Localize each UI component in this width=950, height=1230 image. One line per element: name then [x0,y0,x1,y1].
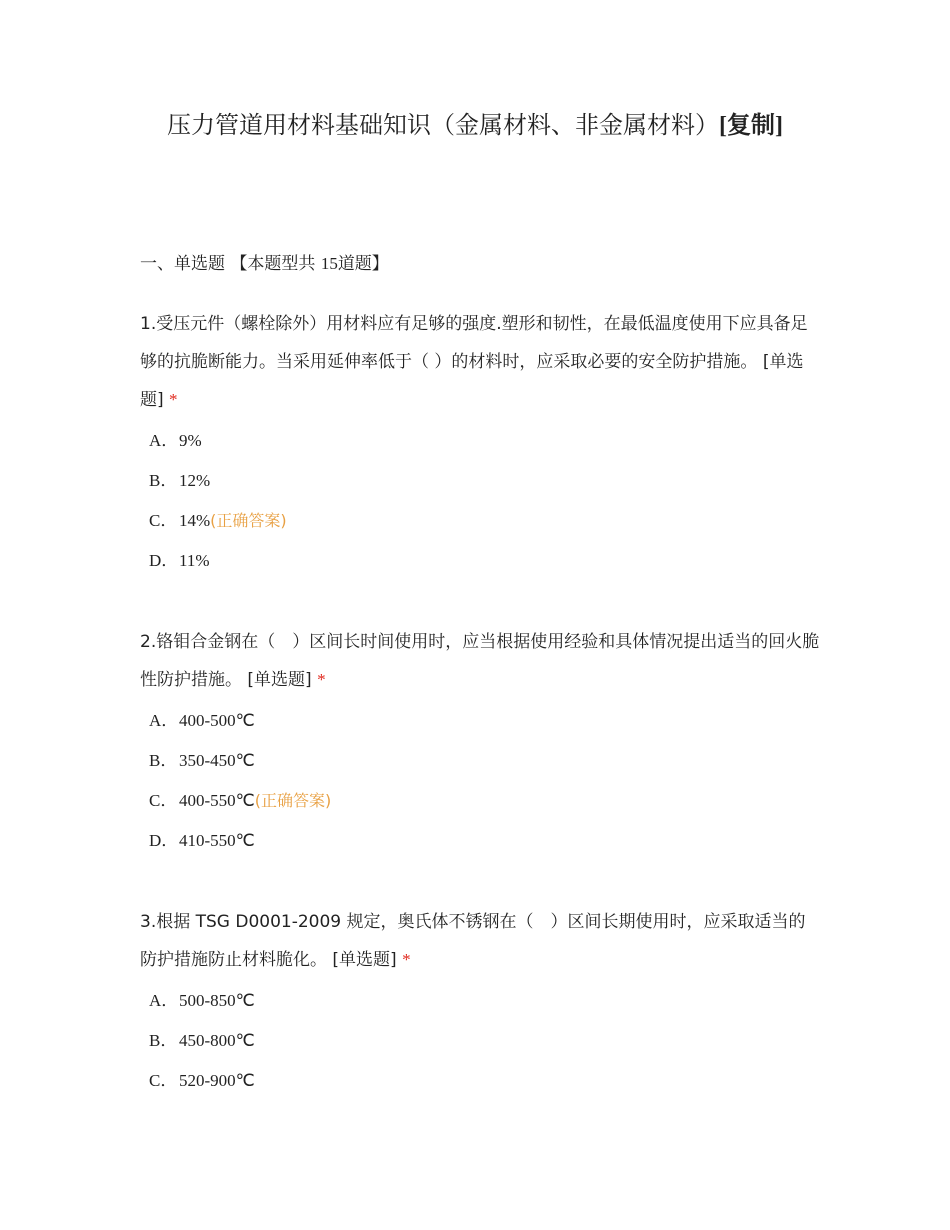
option-list [140,701,820,861]
option-c[interactable] [140,1061,820,1101]
option-a[interactable] [140,701,820,741]
correct-answer-label: (正确答案) [210,511,287,530]
option-letter: B． [149,751,178,770]
question-1 [140,305,820,581]
correct-answer-label: (正确答案) [254,791,332,810]
option-text: 350-450℃ [179,751,255,770]
question-text: 2.铬钼合金钢在（ ）区间长时间使用时，应当根据使用经验和具体情况提出适当的回火脆性防护措施。 [140,632,820,690]
option-text: 14% [179,511,211,530]
option-list [140,981,820,1101]
question-stem [140,305,820,419]
question-text: 3.根据 TSG D0001-2009 规定，奥氏体不锈钢在（ ）区间长期使用时，应采取适当的防护措施防止材料脆化。 [140,912,806,970]
option-d[interactable] [140,541,820,581]
option-text: 450-800℃ [179,1031,255,1050]
option-letter: B． [149,1031,178,1050]
option-letter: C． [149,791,178,810]
question-3 [140,903,820,1101]
option-b[interactable] [140,461,820,501]
question-2 [140,623,820,861]
title-text: 压力管道用材料基础知识（金属材料、非金属材料） [167,113,719,139]
option-text: 11% [179,551,210,570]
question-text: 1.受压元件（螺栓除外）用材料应有足够的强度.塑形和韧性，在最低温度使用下应具备足够的抗脆断能力。当采用延伸率低于（ ）的材料时，应采取必要的安全防护措施。 [140,314,808,372]
option-text: 12% [179,471,211,490]
option-c[interactable] [140,781,820,821]
option-text: 500-850℃ [179,991,255,1010]
option-letter: C． [149,511,178,530]
option-list [140,421,820,581]
required-mark: * [317,670,326,689]
option-letter: A． [149,711,179,730]
option-letter: D． [149,831,179,850]
option-letter: A． [149,991,179,1010]
option-letter: D． [149,551,179,570]
section-suffix: 道题】 [337,254,389,274]
option-text: 400-550℃ [179,791,255,810]
option-a[interactable] [140,421,820,461]
option-b[interactable] [140,741,820,781]
option-c[interactable] [140,501,820,541]
required-mark: * [169,390,178,409]
section-label: 一、单选题 【本题型共 [140,254,316,274]
option-text: 9% [179,431,202,450]
option-letter: B． [149,471,178,490]
question-stem [140,623,820,699]
page-title [0,110,950,142]
option-letter: A． [149,431,179,450]
question-type: [单选题] [332,950,397,970]
option-b[interactable] [140,1021,820,1061]
required-mark: * [402,950,411,969]
section-heading [140,252,389,276]
question-type: [单选题] [247,670,312,690]
question-type: [单选题] [140,352,804,410]
question-stem [140,903,820,979]
option-letter: C． [149,1071,178,1090]
section-count: 15 [320,254,338,273]
option-a[interactable] [140,981,820,1021]
option-text: 410-550℃ [179,831,255,850]
option-text: 400-500℃ [179,711,255,730]
option-text: 520-900℃ [179,1071,255,1090]
option-d[interactable] [140,821,820,861]
copy-tag: [复制] [719,113,783,139]
